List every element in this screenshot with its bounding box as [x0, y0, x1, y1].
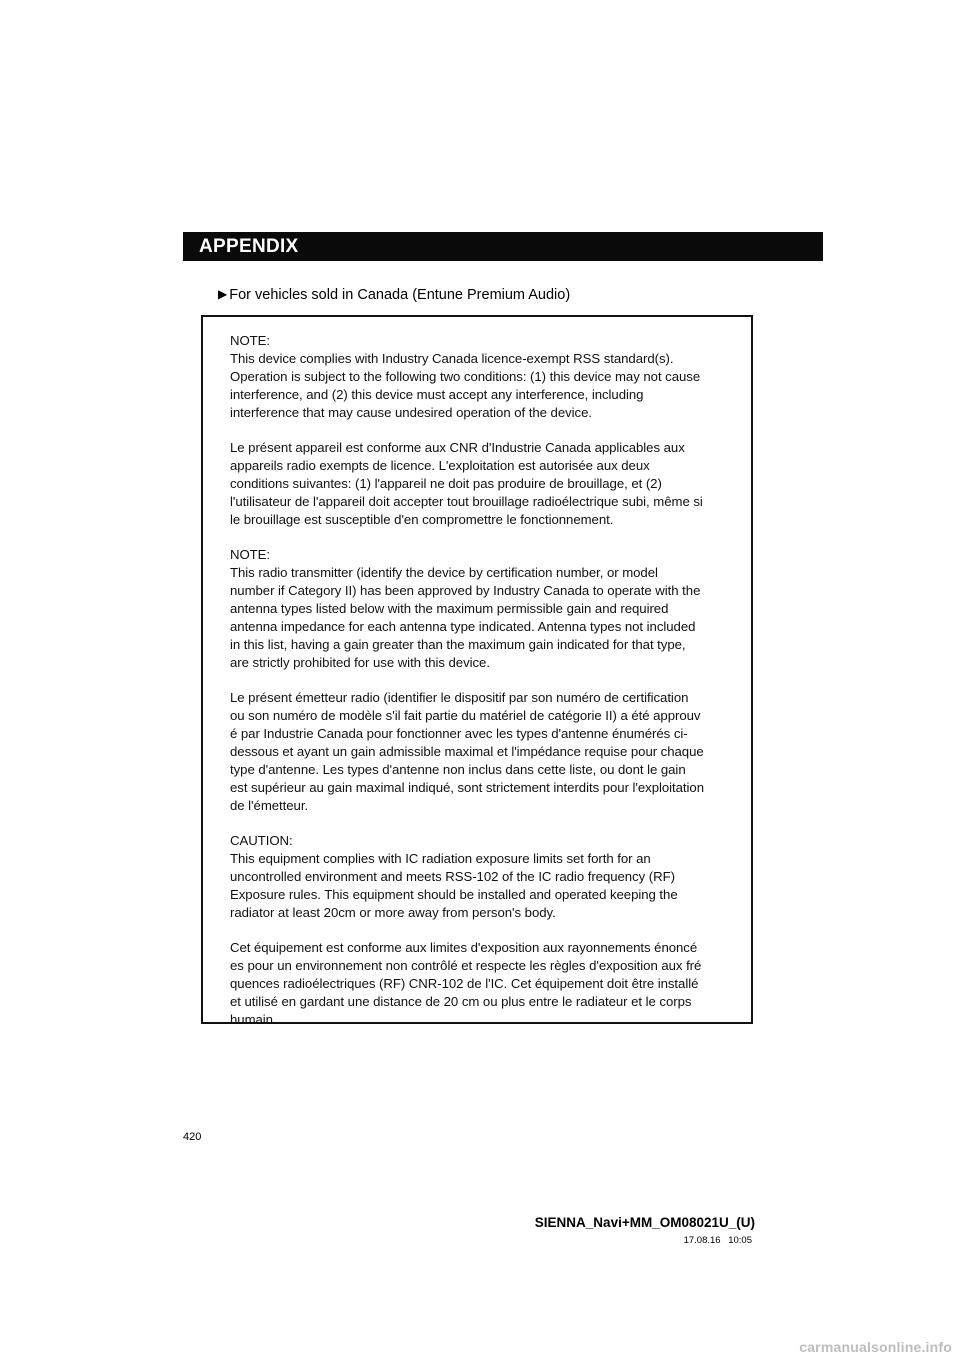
notice-line: es pour un environnement non contrôlé et respecte les règles d'exposition aux fré — [230, 958, 702, 973]
notice-line: in this list, having a gain greater than the maximum gain indicated for that type, — [230, 637, 686, 652]
notice-paragraph — [230, 832, 740, 922]
notice-line: ou son numéro de modèle s'il fait partie du matériel de catégorie II) a été approuv — [230, 708, 701, 723]
notice-line: antenna types listed below with the maximum permissible gain and required — [230, 601, 669, 616]
notice-line: Operation is subject to the following two conditions: (1) this device may not cause — [230, 369, 701, 384]
notice-line: humain. — [230, 1012, 277, 1027]
notice-line: number if Category II) has been approved by Industry Canada to operate with the — [230, 583, 701, 598]
notice-line: interference, and (2) this device must accept any interference, including — [230, 387, 644, 402]
regulatory-notice-text — [230, 332, 740, 1046]
document-timestamp — [684, 1235, 752, 1246]
subsection-title-text: For vehicles sold in Canada (Entune Premium Audio) — [229, 287, 571, 303]
notice-paragraph — [230, 332, 740, 422]
notice-line: radiator at least 20cm or more away from person's body. — [230, 905, 556, 920]
notice-line: appareils radio exempts de licence. L'exploitation est autorisée aux deux — [230, 458, 650, 473]
notice-line: Cet équipement est conforme aux limites d'exposition aux rayonnements énoncé — [230, 940, 698, 955]
document-date: 17.08.16 — [683, 1235, 721, 1246]
notice-line: é par Industrie Canada pour fonctionner avec les types d'antenne énumérés ci- — [230, 726, 688, 741]
document-time: 10:05 — [728, 1235, 752, 1246]
notice-line: This device complies with Industry Canada licence-exempt RSS standard(s). — [230, 351, 674, 366]
notice-line: et utilisé en gardant une distance de 20 cm ou plus entre le radiateur et le corps — [230, 994, 692, 1009]
notice-line: are strictly prohibited for use with this device. — [230, 655, 490, 670]
regulatory-notice-box — [201, 315, 753, 1027]
notice-line: conditions suivantes: (1) l'appareil ne doit pas produire de brouillage, et (2) — [230, 476, 662, 491]
triangle-bullet-icon: ▶ — [218, 287, 228, 301]
notice-paragraph — [230, 546, 740, 672]
notice-paragraph — [230, 939, 740, 1029]
notice-line: Le présent émetteur radio (identifier le dispositif par son numéro de certification — [230, 690, 689, 705]
notice-line: est supérieur au gain maximal indiqué, sont strictement interdits pour l'exploitation — [230, 780, 704, 795]
notice-line: type d'antenne. Les types d'antenne non inclus dans cette liste, ou dont le gain — [230, 762, 686, 777]
section-header — [183, 232, 823, 261]
subsection-title — [218, 284, 570, 305]
notice-paragraph — [230, 689, 740, 815]
notice-line: interference that may cause undesired operation of the device. — [230, 405, 592, 420]
notice-line: CAUTION: — [230, 833, 293, 848]
notice-line: Exposure rules. This equipment should be installed and operated keeping the — [230, 887, 678, 902]
notice-line: uncontrolled environment and meets RSS-102 of the IC radio frequency (RF) — [230, 869, 675, 884]
page-number: 420 — [183, 1131, 202, 1143]
notice-line: quences radioélectriques (RF) CNR-102 de l'IC. Cet équipement doit être installé — [230, 976, 699, 991]
notice-paragraph — [230, 439, 740, 529]
watermark: carmanualsonline.info — [799, 1339, 952, 1355]
notice-line: l'utilisateur de l'appareil doit accepter tout brouillage radioélectrique subi, même si — [230, 494, 703, 509]
notice-line: This equipment complies with IC radiation exposure limits set forth for an — [230, 851, 651, 866]
notice-line: antenna impedance for each antenna type indicated. Antenna types not included — [230, 619, 696, 634]
notice-line: de l'émetteur. — [230, 798, 309, 813]
notice-line: This radio transmitter (identify the device by certification number, or model — [230, 565, 658, 580]
notice-line: NOTE: — [230, 333, 271, 348]
notice-line: NOTE: — [230, 547, 271, 562]
notice-line: Le présent appareil est conforme aux CNR d'Industrie Canada applicables aux — [230, 440, 685, 455]
notice-line: dessous et ayant un gain admissible maximal et l'impédance requise pour chaque — [230, 744, 704, 759]
notice-line: le brouillage est susceptible d'en compromettre le fonctionnement. — [230, 512, 614, 527]
document-code: SIENNA_Navi+MM_OM08021U_(U) — [534, 1215, 755, 1230]
section-title: APPENDIX — [199, 236, 299, 257]
